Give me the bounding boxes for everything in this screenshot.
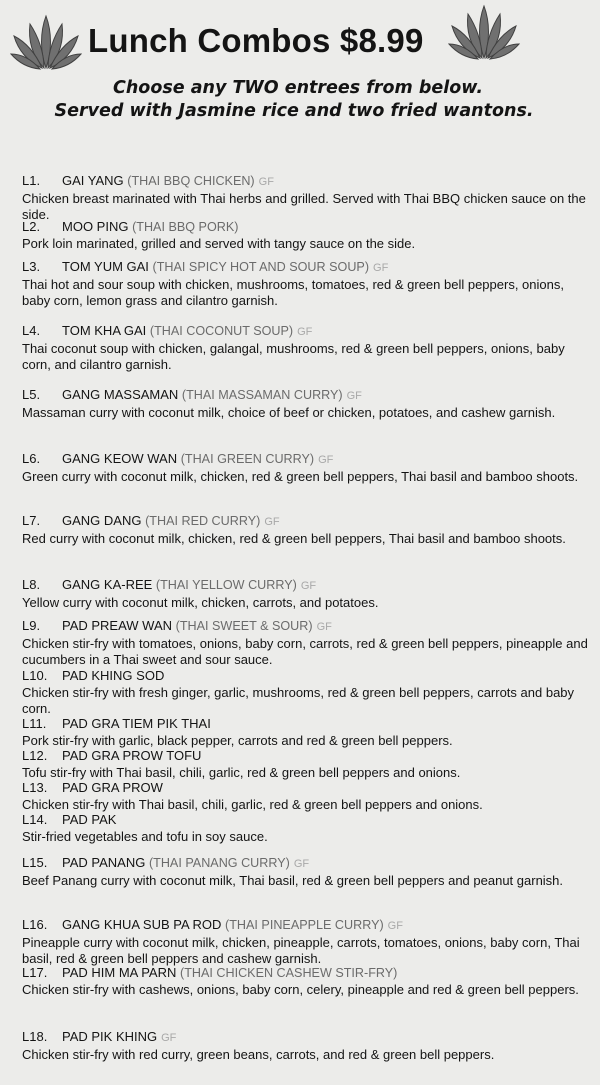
menu-title: Lunch Combos $8.99 bbox=[88, 22, 424, 59]
gluten-free-badge: GF bbox=[316, 621, 332, 633]
menu-item-name: MOO PING bbox=[62, 219, 129, 234]
menu-item-english-name: (THAI CHICKEN CASHEW STIR-FRY) bbox=[180, 966, 398, 980]
menu-item bbox=[22, 173, 592, 224]
menu-item-name: GANG KHUA SUB PA ROD bbox=[62, 917, 222, 932]
menu-item bbox=[22, 812, 592, 845]
menu-item-heading bbox=[22, 513, 592, 531]
menu-item-code: L4. bbox=[22, 323, 41, 338]
menu-item-heading bbox=[22, 259, 592, 277]
menu-item-code: L5. bbox=[22, 387, 41, 402]
menu-item-heading bbox=[22, 323, 592, 341]
menu-item-description: Thai coconut soup with chicken, galangal, mushrooms, red & green bell peppers, onions, baby corn, and cilantro garnish. bbox=[22, 340, 565, 372]
menu-item-heading bbox=[22, 173, 592, 191]
menu-item-name: PAD PIK KHING bbox=[62, 1029, 158, 1044]
menu-item-name: PAD PAK bbox=[62, 812, 117, 827]
menu-item-heading bbox=[22, 1029, 592, 1047]
menu-item-code: L16. bbox=[22, 917, 48, 932]
menu-item-english-name: (THAI SPICY HOT AND SOUR SOUP) bbox=[152, 260, 370, 274]
menu-item-english-name: (THAI RED CURRY) bbox=[145, 514, 261, 528]
menu-item-name: GANG DANG bbox=[62, 513, 142, 528]
menu-item-english-name: (THAI SWEET & SOUR) bbox=[175, 619, 313, 633]
menu-item bbox=[22, 716, 592, 749]
menu-item-name: PAD PREAW WAN bbox=[62, 618, 173, 633]
menu-item-name: TOM KHA GAI bbox=[62, 323, 147, 338]
menu-item-description: Pork stir-fry with garlic, black pepper, carrots and red & green bell peppers. bbox=[22, 732, 453, 748]
menu-item-code: L14. bbox=[22, 812, 48, 827]
menu-item-english-name: (THAI YELLOW CURRY) bbox=[155, 578, 297, 592]
menu-item-name: GANG KEOW WAN bbox=[62, 451, 178, 466]
menu-item-name: PAD KHING SOD bbox=[62, 668, 165, 683]
gluten-free-badge: GF bbox=[373, 262, 389, 274]
menu-item bbox=[22, 668, 592, 718]
menu-item bbox=[22, 618, 592, 669]
menu-item-description: Chicken stir-fry with red curry, green beans, carrots, and red & green bell peppers. bbox=[22, 1046, 495, 1062]
menu-item-description: Chicken stir-fry with cashews, onions, baby corn, celery, pineapple and red & green bell peppers. bbox=[22, 981, 579, 997]
menu-item-english-name: (THAI BBQ CHICKEN) bbox=[127, 174, 255, 188]
menu-item-english-name: (THAI GREEN CURRY) bbox=[180, 452, 315, 466]
gluten-free-badge: GF bbox=[258, 176, 274, 188]
menu-item-code: L7. bbox=[22, 513, 41, 528]
menu-item-description: Beef Panang curry with coconut milk, Thai basil, red & green bell peppers and peanut garnish. bbox=[22, 872, 564, 888]
menu-item-description: Chicken stir-fry with tomatoes, onions, baby corn, carrots, red & green bell peppers, pineapple and cucumbers in a Thai sweet and sour sauce. bbox=[22, 635, 588, 667]
gluten-free-badge: GF bbox=[161, 1032, 177, 1044]
menu-item-english-name: (THAI PINEAPPLE CURRY) bbox=[225, 918, 384, 932]
menu-item-heading bbox=[22, 812, 592, 829]
gluten-free-badge: GF bbox=[318, 454, 334, 466]
menu-item bbox=[22, 387, 592, 421]
gluten-free-badge: GF bbox=[300, 580, 317, 592]
menu-item-code: L6. bbox=[22, 451, 41, 466]
gluten-free-badge: GF bbox=[293, 858, 310, 870]
menu-item-english-name: (THAI PANANG CURRY) bbox=[148, 856, 290, 870]
menu-item-code: L1. bbox=[22, 173, 41, 188]
menu-item-description: Red curry with coconut milk, chicken, red & green bell peppers, Thai basil and bamboo shoots. bbox=[22, 530, 566, 546]
menu-subtitle-line1: Choose any TWO entrees from below. bbox=[113, 78, 483, 98]
menu-item-heading bbox=[22, 855, 592, 873]
menu-item bbox=[22, 259, 592, 310]
menu-item-description: Yellow curry with coconut milk, chicken, carrots, and potatoes. bbox=[22, 594, 379, 610]
menu-item-description: Thai hot and sour soup with chicken, mushrooms, tomatoes, red & green bell peppers, onions, baby corn, lemon grass and cilantro garnish. bbox=[22, 276, 564, 308]
menu-item-heading bbox=[22, 451, 592, 469]
menu-item-code: L17. bbox=[22, 965, 48, 980]
menu-item-description: Chicken stir-fry with fresh ginger, garlic, mushrooms, red & green bell peppers, carrots and baby corn. bbox=[22, 684, 575, 716]
menu-item-description: Chicken stir-fry with Thai basil, chili, garlic, red & green bell peppers and onions. bbox=[22, 796, 483, 812]
menu-item bbox=[22, 780, 592, 813]
menu-item-code: L12. bbox=[22, 748, 48, 763]
menu-item-description: Tofu stir-fry with Thai basil, chili, garlic, red & green bell peppers and onions. bbox=[22, 764, 461, 780]
menu-item-description: Chicken breast marinated with Thai herbs and grilled. Served with Thai BBQ chicken sauce on the side. bbox=[22, 190, 586, 222]
menu-item-heading bbox=[22, 917, 592, 935]
menu-item-name: GANG MASSAMAN bbox=[62, 387, 179, 402]
menu-item bbox=[22, 1029, 592, 1063]
menu-item-english-name: (THAI COCONUT SOUP) bbox=[149, 324, 294, 338]
menu-item-description: Pineapple curry with coconut milk, chicken, pineapple, carrots, tomatoes, onions, baby corn, Thai basil, red & green bell peppers and cashew garnish. bbox=[22, 934, 580, 966]
menu-item bbox=[22, 577, 592, 611]
menu-item-heading bbox=[22, 577, 592, 595]
menu-item-name: PAD GRA TIEM PIK THAI bbox=[62, 716, 211, 731]
menu-item bbox=[22, 917, 592, 968]
menu-item-code: L3. bbox=[22, 259, 41, 274]
menu-item bbox=[22, 855, 592, 889]
menu-item-description: Pork loin marinated, grilled and served with tangy sauce on the side. bbox=[22, 235, 416, 251]
menu-item-name: TOM YUM GAI bbox=[62, 259, 149, 274]
menu-item-name: GANG KA-REE bbox=[62, 577, 153, 592]
menu-item-code: L8. bbox=[22, 577, 41, 592]
menu-item-name: PAD GRA PROW bbox=[62, 780, 163, 795]
menu-item-heading bbox=[22, 387, 592, 405]
menu-item-heading bbox=[22, 618, 592, 636]
menu-item bbox=[22, 513, 592, 547]
menu-item-english-name: (THAI MASSAMAN CURRY) bbox=[181, 388, 343, 402]
menu-item bbox=[22, 965, 592, 998]
menu-item-name: PAD GRA PROW TOFU bbox=[62, 748, 202, 763]
menu-item-heading bbox=[22, 219, 592, 236]
gluten-free-badge: GF bbox=[264, 516, 280, 528]
gluten-free-badge: GF bbox=[346, 390, 362, 402]
menu-item-heading bbox=[22, 748, 592, 765]
menu-item-heading bbox=[22, 780, 592, 797]
menu-subtitle-line2: Served with Jasmine rice and two fried wantons. bbox=[54, 101, 534, 121]
menu-item-description: Green curry with coconut milk, chicken, red & green bell peppers, Thai basil and bamboo shoots. bbox=[22, 468, 579, 484]
menu-item-code: L9. bbox=[22, 618, 41, 633]
menu-item-heading bbox=[22, 965, 592, 982]
menu-item bbox=[22, 451, 592, 485]
menu-item bbox=[22, 748, 592, 781]
menu-item-heading bbox=[22, 668, 592, 685]
gluten-free-badge: GF bbox=[387, 920, 403, 932]
gluten-free-badge: GF bbox=[297, 326, 313, 338]
menu-item-code: L13. bbox=[22, 780, 48, 795]
menu-item-name: PAD PANANG bbox=[62, 855, 146, 870]
menu-item-code: L11. bbox=[22, 716, 47, 731]
menu-item-english-name: (THAI BBQ PORK) bbox=[132, 220, 239, 234]
menu-item bbox=[22, 323, 592, 374]
menu-item-name: GAI YANG bbox=[62, 173, 124, 188]
menu-item-description: Stir-fried vegetables and tofu in soy sauce. bbox=[22, 828, 268, 844]
menu-item-name: PAD HIM MA PARN bbox=[62, 965, 177, 980]
menu-item-description: Massaman curry with coconut milk, choice of beef or chicken, potatoes, and cashew garnish. bbox=[22, 404, 556, 420]
menu-item-code: L2. bbox=[22, 219, 41, 234]
menu-item-code: L15. bbox=[22, 855, 48, 870]
menu-item-code: L18. bbox=[22, 1029, 48, 1044]
menu-item bbox=[22, 219, 592, 252]
menu-item-heading bbox=[22, 716, 592, 733]
menu-item-code: L10. bbox=[22, 668, 48, 683]
